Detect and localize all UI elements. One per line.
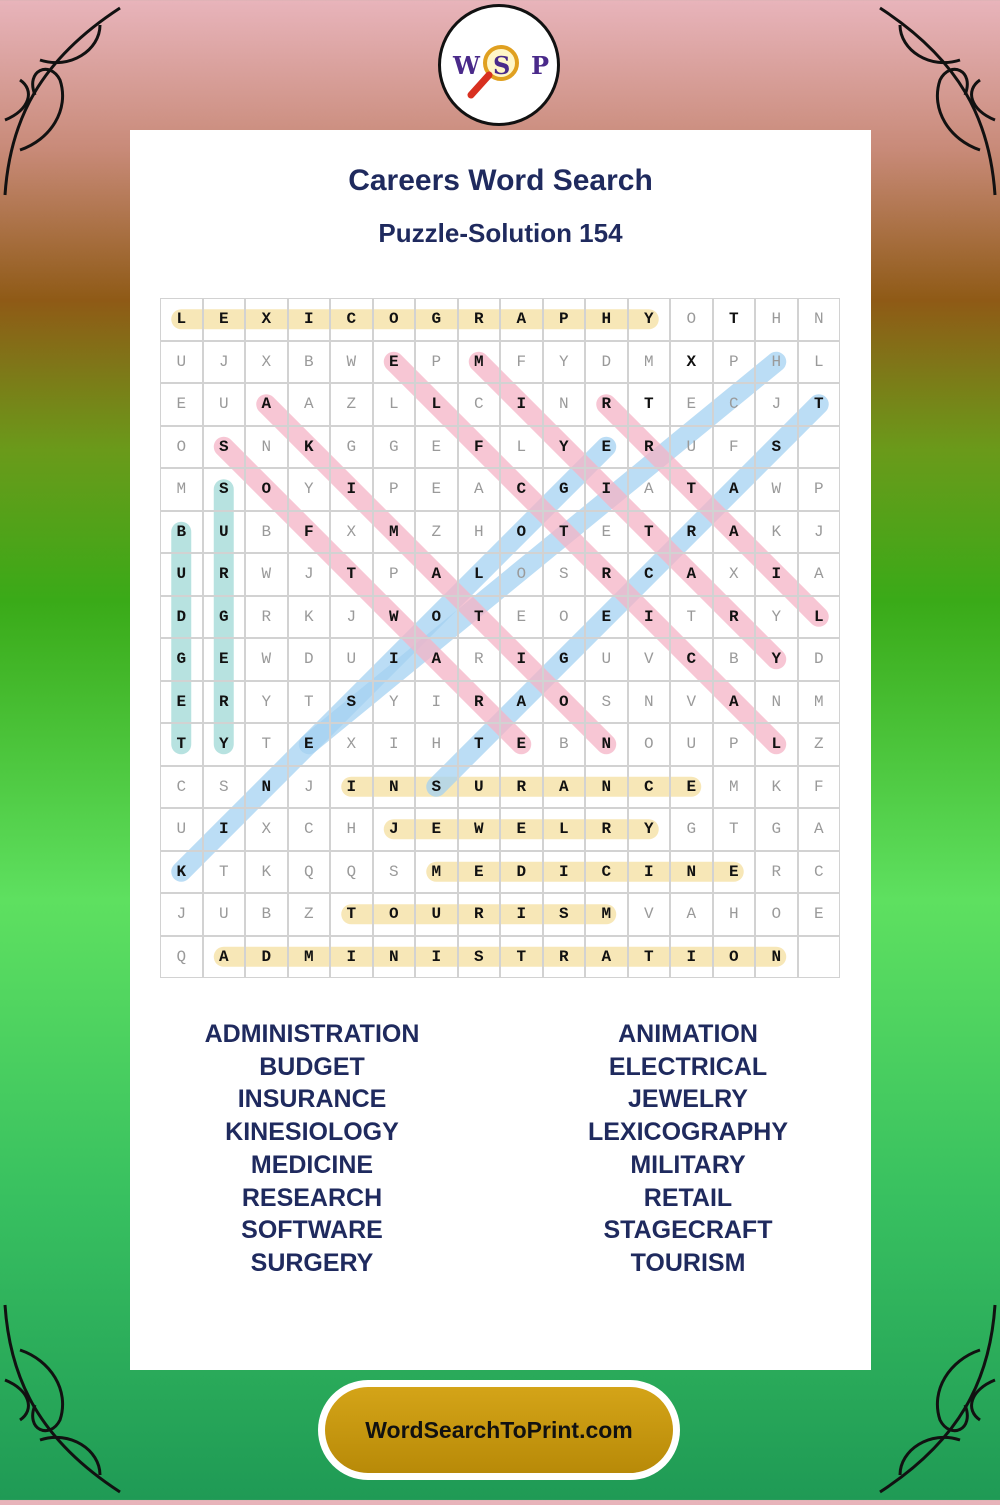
grid-cell: A: [245, 383, 288, 426]
grid-cell: K: [755, 766, 798, 809]
grid-cell: B: [245, 511, 288, 554]
grid-cell: O: [713, 936, 756, 979]
website-link[interactable]: WordSearchToPrint.com: [325, 1387, 673, 1473]
grid-cell: X: [713, 553, 756, 596]
grid-cell: L: [373, 383, 416, 426]
word-list-item: STAGECRAFT: [603, 1216, 773, 1245]
grid-cell: U: [160, 808, 203, 851]
grid-cell: E: [415, 468, 458, 511]
grid-cell: A: [458, 468, 501, 511]
grid-cell: D: [585, 341, 628, 384]
grid-cell: S: [415, 766, 458, 809]
grid-cell: A: [713, 681, 756, 724]
grid-cell: S: [458, 936, 501, 979]
grid-cell: L: [755, 723, 798, 766]
grid-cell: T: [330, 553, 373, 596]
grid-cell: J: [160, 893, 203, 936]
grid-cell: A: [628, 468, 671, 511]
grid-cell: I: [500, 383, 543, 426]
grid-cell: G: [755, 808, 798, 851]
grid-cell: R: [585, 808, 628, 851]
grid-cell: T: [670, 468, 713, 511]
grid-cell: I: [585, 468, 628, 511]
grid-cell: I: [755, 553, 798, 596]
corner-ornament-top-left: [0, 0, 150, 200]
grid-cell: W: [330, 341, 373, 384]
grid-cell: E: [203, 298, 246, 341]
grid-cell: W: [245, 553, 288, 596]
grid-cell: N: [585, 766, 628, 809]
grid-cell: R: [458, 893, 501, 936]
grid-cell: U: [415, 893, 458, 936]
grid-cell: Q: [330, 851, 373, 894]
grid-cell: N: [373, 766, 416, 809]
grid-cell: T: [543, 511, 586, 554]
grid-cell: T: [713, 808, 756, 851]
grid-cell: W: [458, 808, 501, 851]
grid-cell: W: [245, 638, 288, 681]
grid-cell: E: [585, 426, 628, 469]
grid-cell: D: [288, 638, 331, 681]
grid-cell: C: [458, 383, 501, 426]
grid-cell: K: [755, 511, 798, 554]
grid-cell: J: [203, 341, 246, 384]
grid-cell: E: [585, 511, 628, 554]
grid-cell: P: [713, 723, 756, 766]
grid-cell: A: [670, 893, 713, 936]
word-list-item: RESEARCH: [241, 1183, 383, 1212]
word-list-item: JEWELRY: [628, 1085, 748, 1114]
grid-cell: Y: [373, 681, 416, 724]
grid-cell: O: [500, 511, 543, 554]
grid-cell: I: [500, 638, 543, 681]
grid-cell: N: [373, 936, 416, 979]
grid-cell: H: [330, 808, 373, 851]
grid-cell: C: [670, 638, 713, 681]
grid-cell: B: [288, 341, 331, 384]
grid-cell: S: [203, 426, 246, 469]
grid-cell: Y: [628, 808, 671, 851]
grid-cell: S: [330, 681, 373, 724]
grid-cell: [798, 936, 841, 979]
grid-cell: J: [288, 553, 331, 596]
word-list-item: SURGERY: [250, 1248, 374, 1277]
grid-cell: O: [628, 723, 671, 766]
grid-cell: M: [713, 766, 756, 809]
grid-cell: R: [713, 596, 756, 639]
grid-cell: Z: [330, 383, 373, 426]
grid-cell: N: [755, 681, 798, 724]
word-list-item: BUDGET: [259, 1052, 365, 1081]
grid-cell: X: [245, 808, 288, 851]
grid-cell: I: [203, 808, 246, 851]
grid-cell: B: [543, 723, 586, 766]
grid-cell: A: [798, 553, 841, 596]
logo-letter-w: W: [453, 51, 480, 80]
grid-cell: I: [330, 468, 373, 511]
word-list-item: INSURANCE: [237, 1085, 387, 1114]
grid-cell: A: [415, 638, 458, 681]
grid-cell: U: [670, 426, 713, 469]
grid-cell: A: [585, 936, 628, 979]
grid-cell: Q: [160, 936, 203, 979]
grid-cell: K: [245, 851, 288, 894]
word-list-item: MILITARY: [630, 1150, 746, 1179]
grid-cell: E: [500, 808, 543, 851]
grid-cell: I: [670, 936, 713, 979]
grid-cell: R: [585, 553, 628, 596]
grid-cell: U: [203, 511, 246, 554]
grid-cell: I: [628, 596, 671, 639]
grid-cell: L: [415, 383, 458, 426]
puzzle-subtitle: Puzzle-Solution 154: [378, 218, 623, 248]
grid-cell: H: [585, 298, 628, 341]
grid-cell: Q: [288, 851, 331, 894]
grid-cell: A: [798, 808, 841, 851]
grid-cell: V: [628, 638, 671, 681]
grid-cell: R: [203, 553, 246, 596]
grid-cell: N: [585, 723, 628, 766]
grid-cell: F: [713, 426, 756, 469]
grid-cell: B: [245, 893, 288, 936]
grid-cell: P: [798, 468, 841, 511]
grid-cell: C: [798, 851, 841, 894]
wsp-logo: [438, 4, 560, 126]
grid-cell: P: [713, 341, 756, 384]
grid-cell: K: [288, 426, 331, 469]
grid-cell: T: [458, 596, 501, 639]
grid-cell: A: [500, 681, 543, 724]
grid-cell: Z: [798, 723, 841, 766]
grid-cell: E: [203, 638, 246, 681]
grid-cell: R: [628, 426, 671, 469]
grid-cell: U: [203, 383, 246, 426]
grid-cell: G: [373, 426, 416, 469]
grid-cell: Y: [203, 723, 246, 766]
grid-cell: E: [670, 766, 713, 809]
grid-cell: X: [670, 341, 713, 384]
grid-cell: S: [755, 426, 798, 469]
grid-cell: E: [160, 383, 203, 426]
grid-cell: S: [373, 851, 416, 894]
grid-cell: V: [670, 681, 713, 724]
grid-cell: M: [798, 681, 841, 724]
grid-cell: O: [160, 426, 203, 469]
grid-cell: B: [160, 511, 203, 554]
grid-cell: G: [543, 638, 586, 681]
grid-cell: Z: [415, 511, 458, 554]
grid-cell: S: [543, 553, 586, 596]
grid-cell: E: [288, 723, 331, 766]
grid-cell: A: [543, 766, 586, 809]
grid-cell: L: [160, 298, 203, 341]
logo-letter-p: P: [531, 51, 550, 80]
grid-cell: Y: [245, 681, 288, 724]
grid-cell: O: [543, 681, 586, 724]
grid-cell: G: [415, 298, 458, 341]
grid-cell: M: [160, 468, 203, 511]
grid-cell: F: [288, 511, 331, 554]
grid-cell: D: [245, 936, 288, 979]
grid-cell: T: [628, 511, 671, 554]
grid-cell: M: [288, 936, 331, 979]
grid-cell: M: [585, 893, 628, 936]
word-list-item: SOFTWARE: [241, 1216, 383, 1245]
grid-cell: L: [798, 341, 841, 384]
grid-cell: S: [585, 681, 628, 724]
word-list-right: [518, 1018, 858, 1280]
grid-cell: M: [458, 341, 501, 384]
grid-cell: Y: [755, 596, 798, 639]
grid-cell: I: [330, 766, 373, 809]
grid-cell: S: [203, 468, 246, 511]
grid-cell: T: [330, 893, 373, 936]
word-list-item: ELECTRICAL: [608, 1052, 768, 1081]
grid-cell: X: [330, 723, 373, 766]
grid-cell: L: [543, 808, 586, 851]
grid-cell: E: [415, 426, 458, 469]
website-button[interactable]: [318, 1380, 680, 1480]
grid-cell: T: [203, 851, 246, 894]
grid-cell: L: [458, 553, 501, 596]
grid-cell: G: [160, 638, 203, 681]
grid-cell: O: [373, 893, 416, 936]
grid-cell: C: [628, 553, 671, 596]
grid-cell: X: [245, 298, 288, 341]
grid-cell: R: [543, 936, 586, 979]
grid-cell: N: [628, 681, 671, 724]
grid-cell: E: [160, 681, 203, 724]
grid-cell: I: [288, 298, 331, 341]
grid-cell: E: [415, 808, 458, 851]
corner-ornament-top-right: [850, 0, 1000, 200]
grid-cell: R: [458, 298, 501, 341]
grid-cell: O: [670, 298, 713, 341]
grid-cell: H: [458, 511, 501, 554]
word-list-item: MEDICINE: [250, 1150, 374, 1179]
grid-cell: F: [458, 426, 501, 469]
puzzle-card: [130, 130, 871, 1370]
grid-cell: D: [500, 851, 543, 894]
grid-cell: T: [628, 383, 671, 426]
grid-cell: J: [288, 766, 331, 809]
grid-cell: A: [415, 553, 458, 596]
grid-cell: U: [160, 341, 203, 384]
grid-cell: A: [670, 553, 713, 596]
grid-cell: R: [585, 383, 628, 426]
grid-cell: R: [670, 511, 713, 554]
grid-cell: N: [670, 851, 713, 894]
grid-cell: I: [628, 851, 671, 894]
grid-cell: T: [245, 723, 288, 766]
grid-cell: Y: [628, 298, 671, 341]
grid-cell: E: [458, 851, 501, 894]
word-list-item: ANIMATION: [618, 1020, 758, 1048]
grid-cell: U: [670, 723, 713, 766]
word-list-left: [142, 1018, 482, 1280]
grid-cell: P: [415, 341, 458, 384]
grid-cell: H: [713, 893, 756, 936]
grid-cell: U: [160, 553, 203, 596]
grid-cell: C: [160, 766, 203, 809]
grid-cell: F: [798, 766, 841, 809]
word-list-item: RETAIL: [643, 1183, 733, 1212]
grid-cell: I: [373, 638, 416, 681]
grid-cell: O: [755, 893, 798, 936]
grid-cell: N: [755, 936, 798, 979]
grid-cell: O: [245, 468, 288, 511]
grid-cell: T: [288, 681, 331, 724]
grid-cell: I: [500, 893, 543, 936]
grid-cell: T: [500, 936, 543, 979]
grid-cell: U: [330, 638, 373, 681]
grid-cell: X: [330, 511, 373, 554]
grid-cell: G: [670, 808, 713, 851]
grid-cell: A: [500, 298, 543, 341]
grid-cell: W: [373, 596, 416, 639]
grid-cell: C: [288, 808, 331, 851]
grid-cell: E: [585, 596, 628, 639]
word-list-item: ADMINISTRATION: [204, 1020, 420, 1048]
grid-cell: S: [543, 893, 586, 936]
grid-cell: R: [203, 681, 246, 724]
grid-cell: G: [330, 426, 373, 469]
grid-cell: C: [585, 851, 628, 894]
word-list-item: TOURISM: [630, 1248, 746, 1277]
grid-cell: F: [500, 341, 543, 384]
grid-cell: G: [543, 468, 586, 511]
grid-cell: E: [670, 383, 713, 426]
grid-cell: T: [670, 596, 713, 639]
grid-cell: Y: [543, 426, 586, 469]
grid-cell: D: [160, 596, 203, 639]
grid-cell: E: [713, 851, 756, 894]
grid-cell: X: [245, 341, 288, 384]
grid-cell: I: [543, 851, 586, 894]
grid-cell: N: [798, 298, 841, 341]
grid-cell: A: [203, 936, 246, 979]
grid-cell: M: [628, 341, 671, 384]
grid-cell: J: [755, 383, 798, 426]
grid-cell: I: [415, 936, 458, 979]
grid-cell: P: [373, 468, 416, 511]
grid-cell: U: [458, 766, 501, 809]
grid-cell: I: [415, 681, 458, 724]
grid-cell: I: [330, 936, 373, 979]
grid-cell: K: [160, 851, 203, 894]
grid-cell: N: [245, 766, 288, 809]
grid-cell: A: [713, 468, 756, 511]
grid-cell: E: [798, 893, 841, 936]
grid-cell: V: [628, 893, 671, 936]
grid-cell: R: [458, 681, 501, 724]
logo-letter-s: S: [493, 51, 511, 80]
grid-cell: H: [755, 341, 798, 384]
grid-cell: G: [203, 596, 246, 639]
grid-cell: M: [415, 851, 458, 894]
grid-cell: U: [203, 893, 246, 936]
grid-cell: N: [543, 383, 586, 426]
grid-cell: C: [628, 766, 671, 809]
grid-cell: A: [288, 383, 331, 426]
grid-cell: R: [458, 638, 501, 681]
grid-cell: [798, 426, 841, 469]
grid-cell: M: [373, 511, 416, 554]
grid-cell: R: [755, 851, 798, 894]
grid-cell: P: [543, 298, 586, 341]
grid-cell: B: [713, 638, 756, 681]
word-list-item: KINESIOLOGY: [225, 1118, 399, 1147]
grid-cell: J: [373, 808, 416, 851]
grid-cell: O: [415, 596, 458, 639]
grid-cell: L: [500, 426, 543, 469]
grid-cell: T: [798, 383, 841, 426]
grid-cell: J: [330, 596, 373, 639]
grid-cell: T: [628, 936, 671, 979]
grid-cell: D: [798, 638, 841, 681]
page-title: Careers Word Search: [348, 164, 653, 197]
grid-cell: O: [500, 553, 543, 596]
grid-cell: W: [755, 468, 798, 511]
grid-cell: P: [373, 553, 416, 596]
grid-cell: R: [500, 766, 543, 809]
word-list-item: LEXICOGRAPHY: [587, 1118, 789, 1147]
grid-cell: N: [245, 426, 288, 469]
grid-cell: Y: [543, 341, 586, 384]
grid-cell: T: [160, 723, 203, 766]
corner-ornament-bottom-right: [850, 1300, 1000, 1500]
grid-cell: O: [373, 298, 416, 341]
grid-cell: E: [500, 723, 543, 766]
grid-cell: C: [500, 468, 543, 511]
grid-cell: C: [713, 383, 756, 426]
grid-cell: Y: [755, 638, 798, 681]
grid-cell: S: [203, 766, 246, 809]
grid-cell: U: [585, 638, 628, 681]
grid-cell: T: [458, 723, 501, 766]
grid-cell: J: [798, 511, 841, 554]
grid-cell: H: [415, 723, 458, 766]
grid-cell: L: [798, 596, 841, 639]
grid-cell: Z: [288, 893, 331, 936]
grid-cell: C: [330, 298, 373, 341]
grid-cell: H: [755, 298, 798, 341]
grid-cell: A: [713, 511, 756, 554]
grid-cell: E: [373, 341, 416, 384]
letter-grid: [160, 298, 840, 978]
grid-cell: R: [245, 596, 288, 639]
corner-ornament-bottom-left: [0, 1300, 150, 1500]
grid-cell: E: [500, 596, 543, 639]
grid-cell: Y: [288, 468, 331, 511]
grid-cell: K: [288, 596, 331, 639]
grid-cell: T: [713, 298, 756, 341]
grid-cell: I: [373, 723, 416, 766]
grid-cell: O: [543, 596, 586, 639]
